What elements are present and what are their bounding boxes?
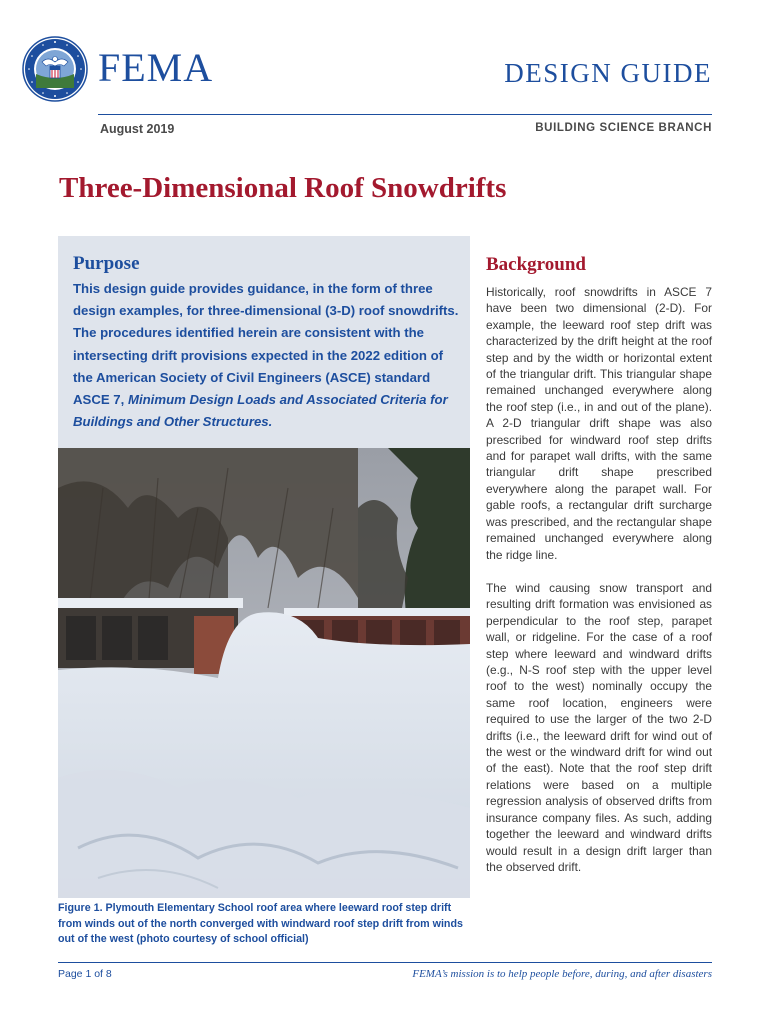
footer-divider bbox=[58, 962, 712, 963]
fema-wordmark: FEMA bbox=[98, 45, 214, 90]
mission-text: mission is to help people before, during, and after disasters bbox=[447, 968, 712, 980]
purpose-text bbox=[73, 278, 461, 433]
background-paragraph: The wind causing snow transport and resulting drift formation was envisioned as perpendicular to the roof step, parapet wall, or ridgeline. For the case of a roof step where leeward and windward drifts (e.g., N-S roof step with the upper level roof to the west) nominally occupy the same roof location, engineers were required to use the larger of the two 2-D drifts (i.e., the leeward drift for wind out of the west or the windward drift for wind out of the east). Note that the roof step drift relations were based on a multiple regression analysis of observed drifts from insurance company files. As such, adding together the leeward and windward drifts would result in a design drift larger than the observed drift. bbox=[486, 581, 712, 874]
purpose-text-body: This design guide provides guidance, in the form of three design examples, for three-dimensional (3-D) roof snowdrifts. The procedures identified herein are consistent with the intersecting drift provisions expected in the 2022 edition of the American Society of Civil Engineers (ASCE) standard ASCE 7, bbox=[73, 281, 459, 408]
purpose-standard-title: Minimum Design Loads and Associated Criteria for Buildings and Other Structures. bbox=[73, 392, 448, 430]
header-divider bbox=[98, 114, 712, 115]
background-heading: Background bbox=[486, 254, 586, 275]
figure-caption: Figure 1. Plymouth Elementary School roof area where leeward roof step drift from winds out of the north converged with windward roof step drift from winds out of the west (photo courtesy of school official) bbox=[58, 902, 463, 945]
mission-statement bbox=[412, 968, 712, 980]
page-number: Page 1 of 8 bbox=[58, 968, 112, 980]
purpose-heading: Purpose bbox=[73, 253, 140, 274]
mission-brand: FEMA’s bbox=[412, 968, 448, 980]
branch-name: BUILDING SCIENCE BRANCH bbox=[535, 122, 712, 134]
purpose-box bbox=[58, 236, 470, 448]
snowdrift-photo bbox=[58, 448, 470, 898]
publication-date: August 2019 bbox=[100, 122, 175, 136]
document-type: DESIGN GUIDE bbox=[504, 58, 712, 88]
dhs-seal-logo bbox=[22, 36, 88, 102]
background-paragraph: Historically, roof snowdrifts in ASCE 7 have been two dimensional (2-D). For example, the leeward roof step drift was characterized by the drift height at the roof step and by the width or horizontal extent of the triangular drift. This triangular shape remained unchanged everywhere along the roof step (i.e., in and out of the plane). A 2-D triangular drift shape was also prescribed for windward roof step drifts and for parapet wall drifts, with the same triangular drift shape prescribed everywhere along the parapet wall. For gable roofs, a rectangular drift surcharge was prescribed, and the rectangular shape remained unchanged everywhere along the ridge line. bbox=[486, 285, 712, 562]
page-title: Three-Dimensional Roof Snowdrifts bbox=[59, 172, 507, 204]
